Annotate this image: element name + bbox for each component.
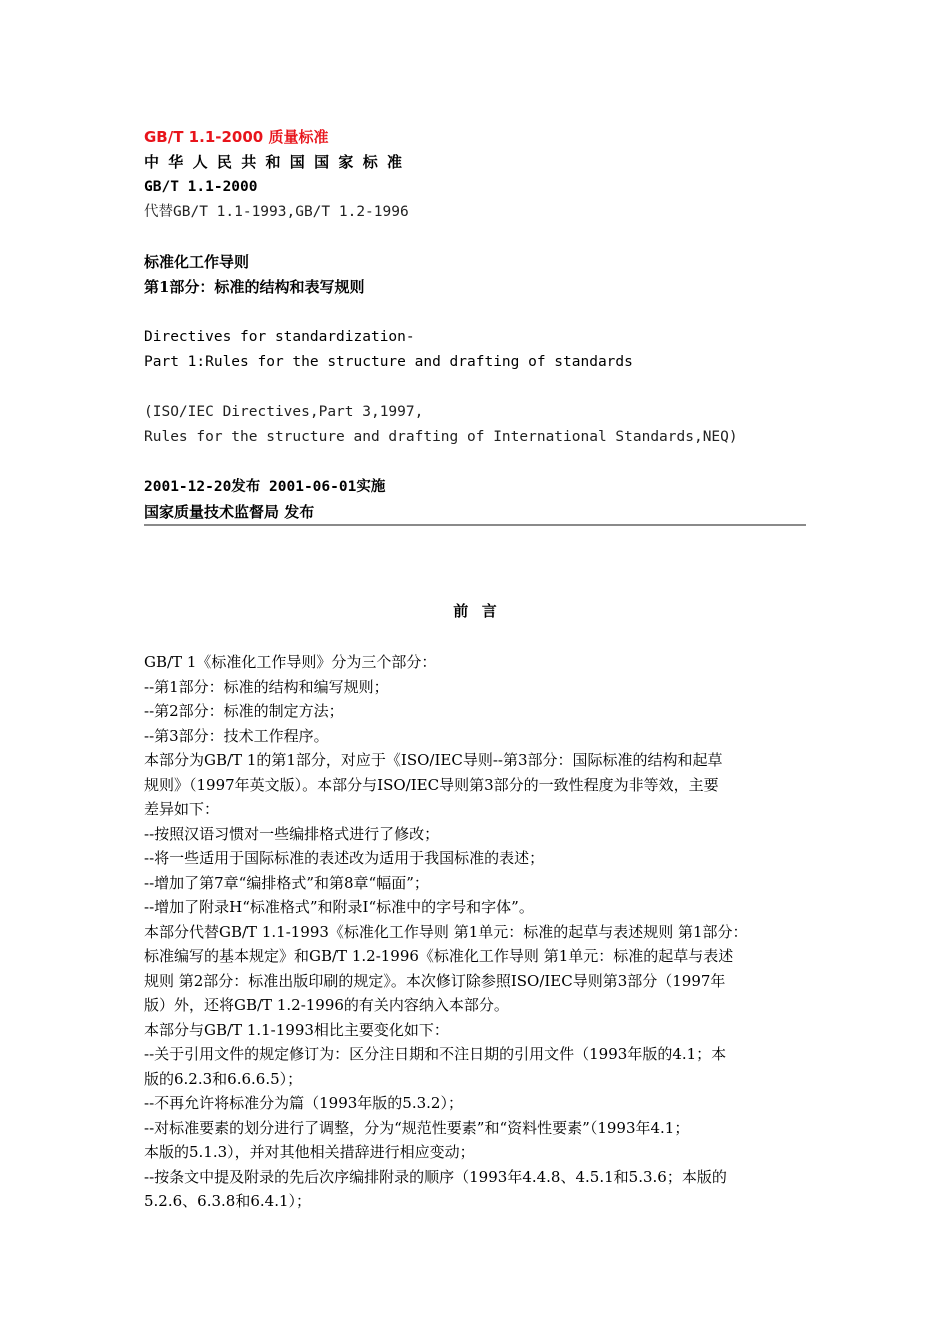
- header-divider: [144, 524, 806, 526]
- foreword-line: 标准编写的基本规定》和GB/T 1.2-1996《标准化工作导则 第1单元：标准的起草与表述: [144, 947, 734, 965]
- foreword-line: 规则 第2部分：标准出版印刷的规定》。本次修订除参照ISO/IEC导则第3部分（1997年: [144, 971, 726, 990]
- document-title: GB/T 1.1-2000 质量标准: [144, 128, 329, 146]
- foreword-line: --第3部分：技术工作程序。: [144, 726, 329, 745]
- foreword-line: 版的6.2.3和6.6.6.5）；: [144, 1069, 303, 1088]
- foreword-line: 本部分与GB/T 1.1-1993相比主要变化如下：: [144, 1020, 449, 1039]
- foreword-line: 本部分为GB/T 1的第1部分，对应于《ISO/IEC导则--第3部分：国际标准的结构和起草: [144, 751, 723, 769]
- foreword-line: --第1部分：标准的结构和编写规则；: [144, 677, 389, 696]
- reference-line-2: Rules for the structure and drafting of International Standards,NEQ): [144, 429, 738, 445]
- issue-dates: 2001-12-20发布 2001-06-01实施: [144, 479, 386, 495]
- foreword-line: --对标准要素的划分进行了调整，分为“规范性要素”和“资料性要素”（1993年4.1；: [144, 1118, 690, 1137]
- foreword-line: 5.2.6、6.3.8和6.4.1）；: [144, 1192, 311, 1210]
- foreword-line: 差异如下：: [144, 800, 220, 818]
- cn-main-title: 标准化工作导则: [144, 253, 250, 271]
- standard-code: GB/T 1.1-2000: [144, 179, 258, 195]
- foreword-line: 本版的5.1.3），并对其他相关措辞进行相应变动；: [144, 1143, 475, 1161]
- foreword-line: --按照汉语习惯对一些编排格式进行了修改；: [144, 824, 440, 843]
- foreword-line: --第2部分：标准的制定方法；: [144, 702, 344, 720]
- foreword-line: --将一些适用于国际标准的表述改为适用于我国标准的表述；: [144, 849, 545, 867]
- foreword-line: 本部分代替GB/T 1.1-1993《标准化工作导则 第1单元：标准的起草与表述规则 第1部分：: [144, 922, 748, 941]
- foreword-line: 版）外，还将GB/T 1.2-1996的有关内容纳入本部分。: [144, 996, 509, 1014]
- foreword-line: --按条文中提及附录的先后次序编排附录的顺序（1993年4.4.8、4.5.1和5.3.6；本版的: [144, 1167, 727, 1186]
- replaces-note: 代替GB/T 1.1-1993,GB/T 1.2-1996: [144, 204, 409, 220]
- foreword-heading: 前言: [453, 602, 511, 620]
- foreword-line: --增加了附录H“标准格式”和附录I“标准中的字号和字体”。: [144, 898, 534, 916]
- foreword-line: --不再允许将标准分为篇（1993年版的5.3.2）；: [144, 1094, 463, 1112]
- foreword-line: --增加了第7章“编排格式”和第8章“幅面”；: [144, 873, 429, 892]
- publisher-line: 国家质量技术监督局 发布: [144, 503, 315, 521]
- cn-part-title: 第1部分：标准的结构和表写规则: [144, 278, 365, 296]
- foreword-line: GB/T 1《标准化工作导则》分为三个部分：: [144, 653, 437, 671]
- en-main-title: Directives for standardization-: [144, 329, 415, 345]
- reference-line-1: (ISO/IEC Directives,Part 3,1997,: [144, 404, 424, 420]
- foreword-body: [144, 650, 820, 1214]
- national-standard-label: 中华人民共和国国家标准: [144, 153, 412, 171]
- en-part-title: Part 1:Rules for the structure and drafting of standards: [144, 354, 633, 370]
- foreword-line: 规则》（1997年英文版）。本部分与ISO/IEC导则第3部分的一致性程度为非等效，主要: [144, 775, 719, 794]
- foreword-line: --关于引用文件的规定修订为：区分注日期和不注日期的引用文件（1993年版的4.1；本: [144, 1045, 727, 1063]
